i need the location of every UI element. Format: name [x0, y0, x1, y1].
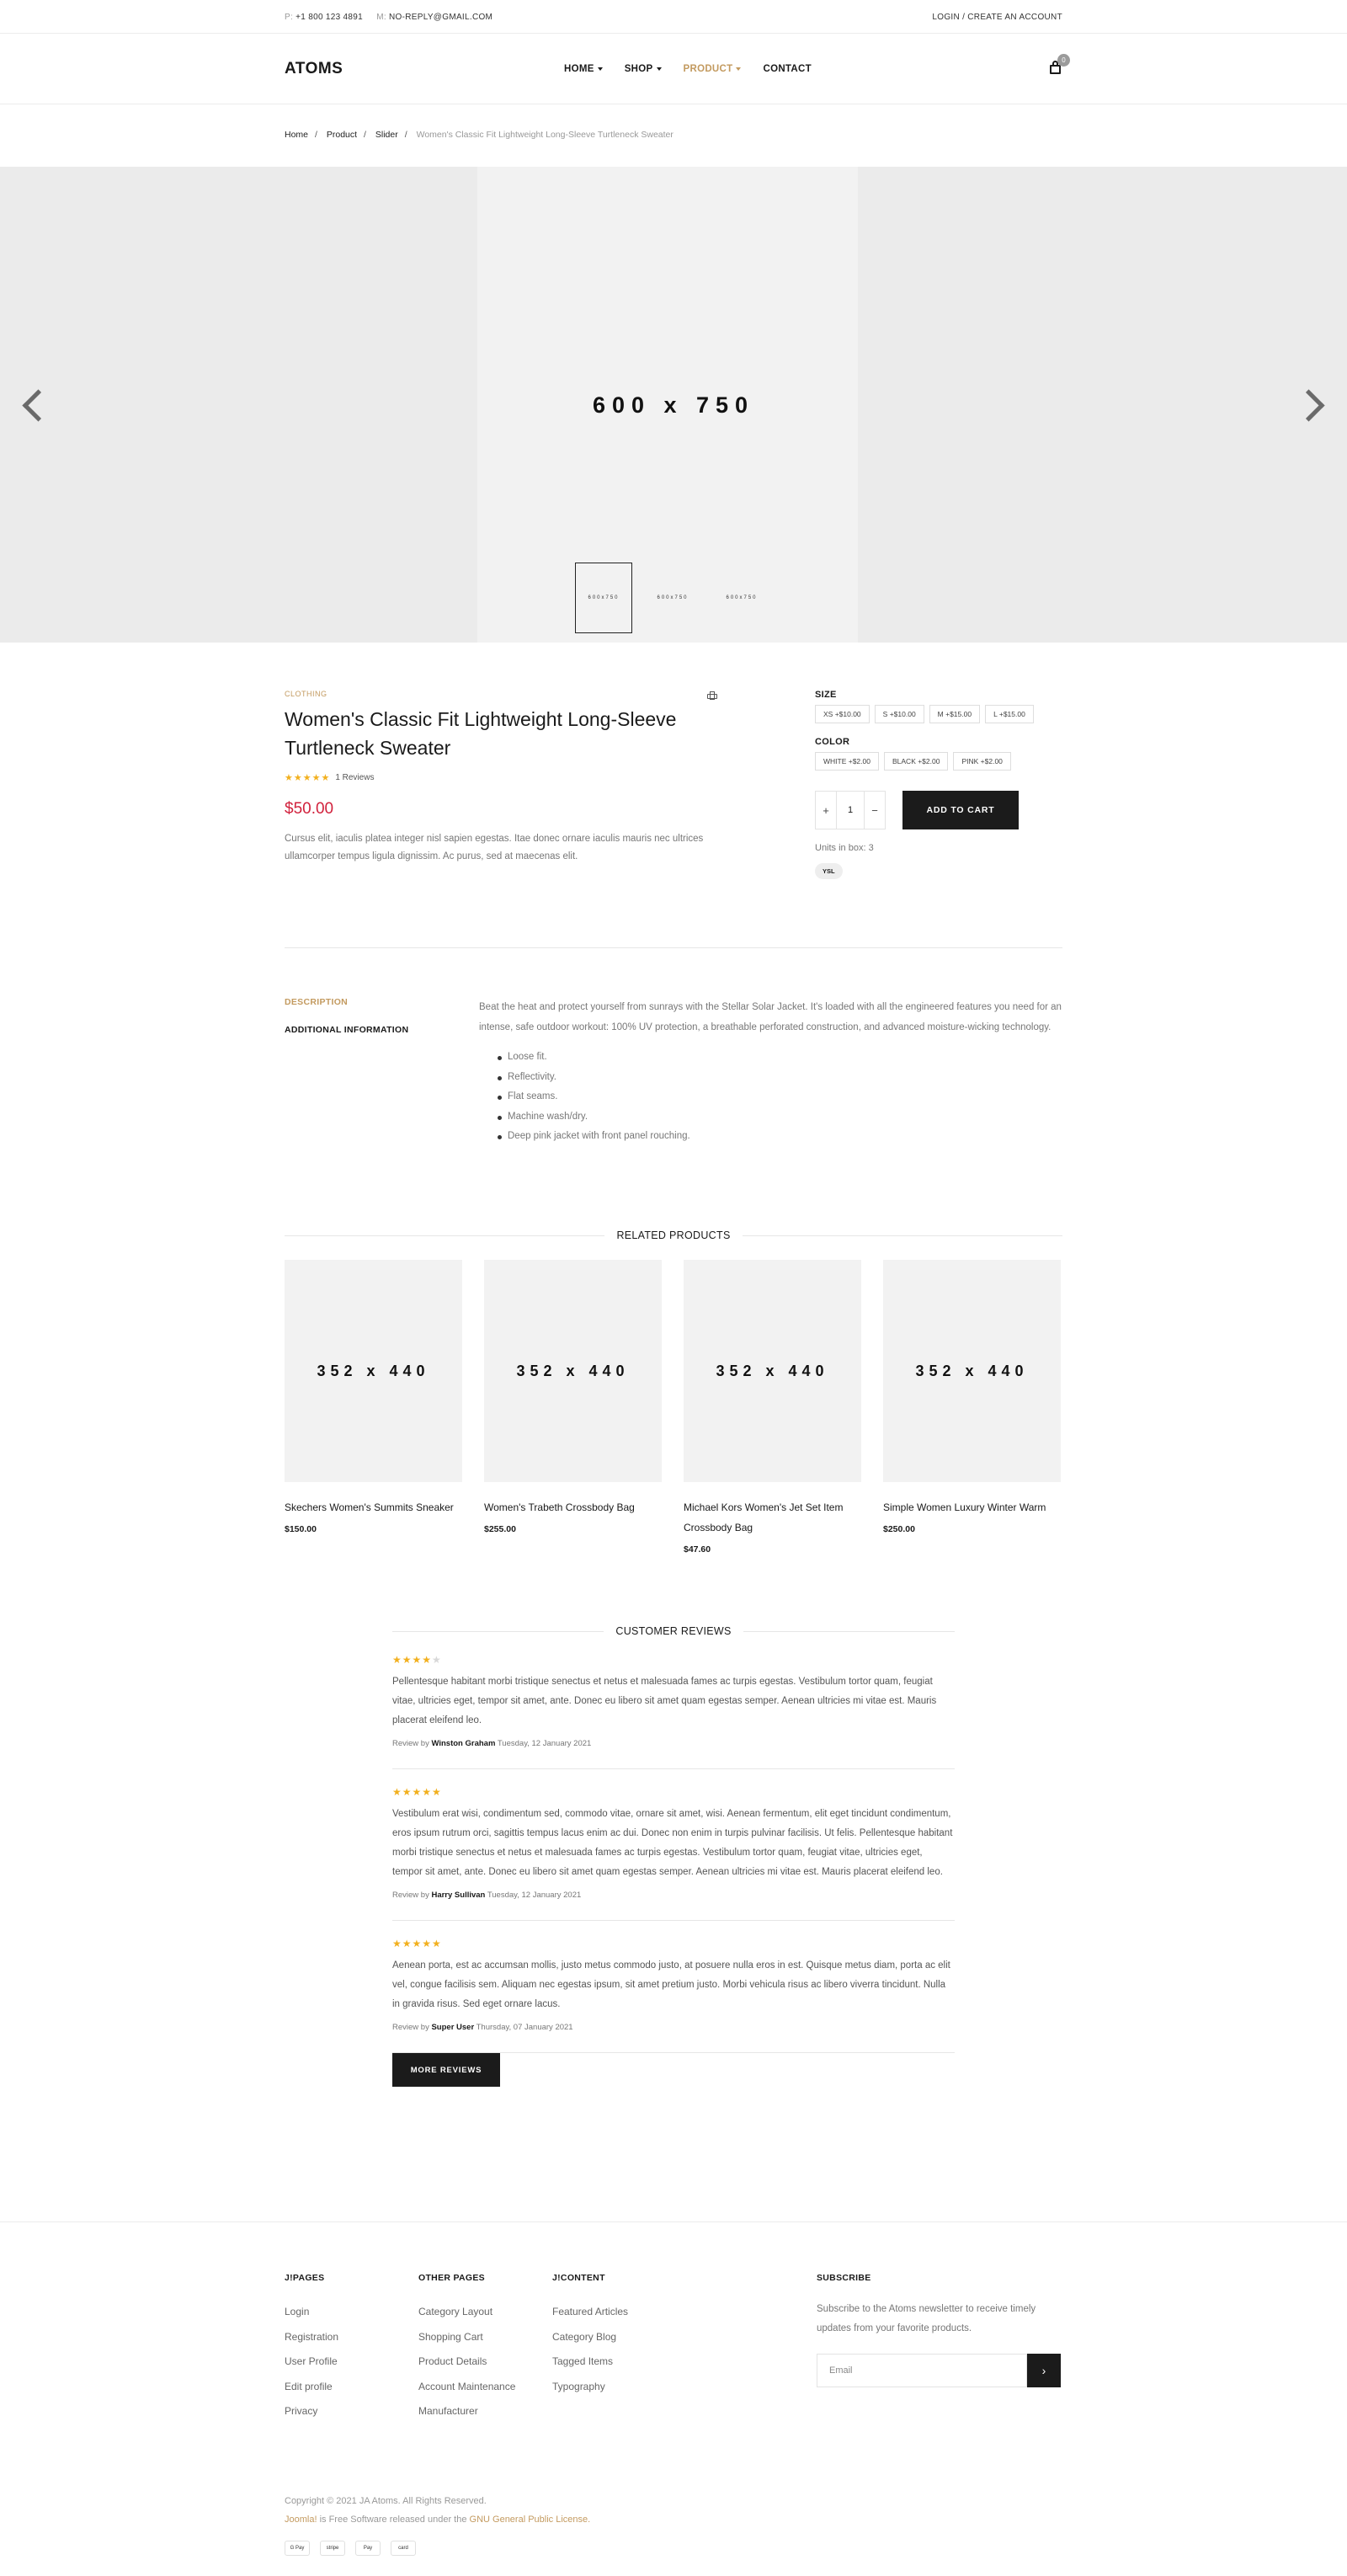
color-option-pink[interactable]: PINK +$2.00: [953, 752, 1010, 771]
review-meta: Review by Harry Sullivan Tuesday, 12 January 2021: [392, 1891, 582, 1900]
product-card-name[interactable]: Michael Kors Women's Jet Set Item Crossbody Bag: [684, 1501, 844, 1533]
tab-additional-information[interactable]: ADDITIONAL INFORMATION: [285, 1025, 409, 1035]
product-card-image[interactable]: 352 x 440: [285, 1260, 462, 1482]
review-date: Tuesday, 12 January 2021: [497, 1739, 592, 1748]
quantity-input[interactable]: 1: [836, 792, 865, 829]
review-meta: Review by Super User Thursday, 07 January 2021: [392, 2023, 573, 2032]
product-card[interactable]: [883, 1260, 1061, 1555]
product-card-image[interactable]: 352 x 440: [883, 1260, 1061, 1482]
size-options: [815, 705, 1062, 723]
quantity-increase-button[interactable]: +: [823, 803, 829, 817]
reviews-heading-label: CUSTOMER REVIEWS: [615, 1625, 732, 1637]
footer-link[interactable]: Login: [285, 2306, 310, 2317]
review-stars: ★★★★★: [392, 1786, 442, 1798]
nav-contact-label: CONTACT: [763, 64, 812, 74]
caret-down-icon: [657, 67, 662, 71]
caret-down-icon: [598, 67, 603, 71]
footer-link[interactable]: Tagged Items: [552, 2355, 614, 2367]
footer-link[interactable]: Category Blog: [552, 2330, 617, 2343]
chevron-right-icon: ›: [1041, 2364, 1046, 2377]
product-card-name[interactable]: Skechers Women's Summits Sneaker: [285, 1501, 454, 1513]
license-text: Joomla! is Free Software released under the GNU General Public License.: [285, 2515, 591, 2525]
nav-home-label: HOME: [564, 64, 594, 74]
nav-product[interactable]: [684, 64, 742, 74]
breadcrumb-home[interactable]: Home: [285, 130, 309, 140]
phone-number[interactable]: +1 800 123 4891: [295, 12, 364, 22]
color-options: [815, 752, 1062, 771]
footer-column-jpages: [285, 2273, 418, 2424]
footer-column-title: J!CONTENT: [552, 2273, 605, 2283]
print-icon[interactable]: [707, 691, 717, 701]
nav-contact[interactable]: [763, 64, 811, 74]
add-to-cart-button[interactable]: ADD TO CART: [902, 791, 1019, 829]
breadcrumb-product[interactable]: Product: [326, 130, 358, 140]
chevron-left-icon[interactable]: [20, 387, 45, 421]
color-option-black[interactable]: BLACK +$2.00: [884, 752, 948, 771]
review-item: [392, 1921, 955, 2053]
size-title: SIZE: [815, 690, 837, 700]
size-option-xs[interactable]: XS +$10.00: [815, 705, 870, 723]
review-author: Harry Sullivan: [431, 1891, 486, 1900]
review-author: Super User: [431, 2023, 475, 2032]
quantity-stepper: [815, 791, 886, 829]
copyright-bar: [0, 2492, 1347, 2556]
product-card-name[interactable]: Women's Trabeth Crossbody Bag: [484, 1501, 635, 1513]
product-card[interactable]: [684, 1260, 861, 1555]
nav-product-label: PRODUCT: [683, 64, 733, 74]
subscribe-submit-button[interactable]: [1027, 2354, 1061, 2387]
phone-label: P:: [285, 12, 294, 22]
cart-button[interactable]: [1049, 56, 1066, 76]
newsletter-subscribe: [817, 2273, 1061, 2424]
product-card-name[interactable]: Simple Women Luxury Winter Warm: [883, 1501, 1046, 1513]
review-stars: ★★★★★: [392, 1654, 442, 1666]
footer-link[interactable]: Category Layout: [418, 2306, 493, 2317]
thumbnail-2[interactable]: 600x750: [644, 563, 701, 633]
product-card-price: $150.00: [285, 1524, 317, 1534]
account-links: [932, 13, 1062, 22]
product-card-price: $250.00: [883, 1524, 915, 1534]
footer-column-title: J!PAGES: [285, 2273, 325, 2283]
feature-item: Deep pink jacket with front panel rouching.: [498, 1127, 1062, 1147]
feature-item: Machine wash/dry.: [498, 1107, 1062, 1128]
product-tabs: [0, 948, 1347, 1226]
review-text: Pellentesque habitant morbi tristique senectus et netus et malesuada fames ac turpis egestas. Vestibulum tortor quam, feugiat vitae, ultricies eget, tempor sit amet, ante. Donec eu libero sit amet quam egestas semper. Aenean ultricies mi vitae est. Mauris placerat eleifend leo.: [392, 1677, 937, 1725]
product-card-price: $47.60: [684, 1544, 711, 1555]
review-date: Thursday, 07 January 2021: [476, 2023, 573, 2032]
review-date: Tuesday, 12 January 2021: [487, 1891, 582, 1900]
related-products: [0, 1226, 1347, 1625]
subscribe-text: Subscribe to the Atoms newsletter to receive timely updates from your favorite products.: [817, 2304, 1036, 2333]
footer-link[interactable]: Manufacturer: [418, 2405, 478, 2417]
brand-tag[interactable]: YSL: [815, 863, 843, 879]
quantity-decrease-button[interactable]: −: [871, 803, 878, 817]
email-address[interactable]: NO-REPLY@GMAIL.COM: [389, 12, 493, 22]
review-item: [392, 1637, 955, 1769]
contact-info: [285, 13, 492, 22]
purchase-row: [815, 791, 1062, 829]
product-short-description: Cursus elit, iaculis platea integer nisl sapien egestas. Itae donec ornare iaculis mauris nec ultrices ullamcorper tempus ligula dignissim. Ac purus, sed at maecenas elit.: [285, 834, 704, 861]
apple-pay-icon: Pay: [355, 2541, 381, 2556]
product-card-image[interactable]: 352 x 440: [684, 1260, 861, 1482]
footer-column-title: OTHER PAGES: [418, 2273, 485, 2283]
product-card-price: $255.00: [484, 1524, 516, 1534]
product-grid: [285, 1260, 1062, 1555]
email-field[interactable]: Email: [817, 2354, 1027, 2387]
site-logo[interactable]: ATOMS: [285, 60, 343, 77]
nav-shop[interactable]: [625, 64, 662, 74]
product-summary: [0, 643, 1347, 947]
footer-link[interactable]: Edit profile: [285, 2380, 333, 2392]
copyright-text: Copyright © 2021 JA Atoms. All Rights Reserved.: [285, 2496, 487, 2506]
product-card[interactable]: [484, 1260, 662, 1555]
footer-link[interactable]: Registration: [285, 2330, 339, 2343]
footer-link[interactable]: Typography: [552, 2380, 605, 2392]
tab-content: [479, 997, 1062, 1147]
credit-card-icon: card: [391, 2541, 416, 2556]
size-option-l[interactable]: L +$15.00: [985, 705, 1034, 723]
payment-methods: [285, 2541, 1062, 2556]
thumbnail-3[interactable]: 600x750: [713, 563, 770, 633]
tab-list: [285, 997, 479, 1147]
create-account-link[interactable]: CREATE AN ACCOUNT: [967, 12, 1062, 22]
product-category[interactable]: CLOTHING: [285, 690, 327, 698]
subscribe-title: SUBSCRIBE: [817, 2273, 871, 2283]
tab-description[interactable]: DESCRIPTION: [285, 997, 349, 1007]
product-card-image[interactable]: 352 x 440: [484, 1260, 662, 1482]
footer-column-jcontent: [552, 2273, 686, 2424]
review-author: Winston Graham: [431, 1739, 496, 1748]
caret-down-icon: [736, 67, 741, 71]
cart-count-badge: 0: [1057, 54, 1070, 67]
feature-list: [498, 1048, 1062, 1147]
breadcrumb-slider[interactable]: Slider: [375, 130, 398, 140]
product-card[interactable]: [285, 1260, 462, 1555]
product-gallery: [0, 167, 1347, 643]
related-heading: [285, 1229, 1062, 1241]
review-text: Vestibulum erat wisi, condimentum sed, commodo vitae, ornare sit amet, wisi. Aenean fermentum, elit eget tincidunt condimentum, eros ipsum rutrum orci, sagittis tempus lacus enim ac dui. Donec non enim in turpis pulvinar facilisis. Ut felis. Pellentesque habitant morbi tristique senectus et netus et malesuada fames ac turpis egestas. Vestibulum tortor quam, feugiat vitae, ultricies eget, tempor sit amet, ante. Donec eu libero sit amet quam egestas semper. Aenean ultricies mi vitae est. Mauris placerat eleifend leo.: [392, 1809, 953, 1877]
product-rating: [285, 772, 711, 783]
footer-link[interactable]: User Profile: [285, 2355, 338, 2367]
account-divider: /: [962, 12, 966, 22]
site-header: [0, 34, 1347, 104]
reviews-heading: [392, 1625, 955, 1637]
breadcrumb: Home / Product / Slider / Women's Classic Fit Lightweight Long-Sleeve Turtleneck Sweater: [285, 130, 674, 140]
review-meta: Review by Winston Graham Tuesday, 12 January 2021: [392, 1739, 592, 1748]
login-link[interactable]: LOGIN: [932, 12, 960, 22]
more-reviews-button[interactable]: MORE REVIEWS: [392, 2053, 500, 2087]
review-text: Aenean porta, est ac accumsan mollis, justo metus commodo justo, at posuere nulla eros in est. Quisque metus diam, porta ac elit vel, congue facilisis sem. Aliquam nec egestas ipsum, sit amet pretium justo. Morbi vehicula risus ac libero viverra tincidunt. Nulla in gravida risus. Sed eget ornare lacus.: [392, 1960, 950, 2009]
footer-link[interactable]: Featured Articles: [552, 2306, 629, 2317]
reviews-count[interactable]: 1 Reviews: [335, 773, 375, 782]
main-image-placeholder-label: 600 x 750: [592, 392, 755, 418]
rating-stars: ★★★★★: [285, 773, 331, 783]
product-price: $50.00: [285, 800, 334, 818]
gallery-thumbnails: [575, 563, 770, 633]
subscribe-form: [817, 2354, 1061, 2387]
units-in-box: Units in box: 3: [815, 843, 874, 853]
footer-link[interactable]: Privacy: [285, 2405, 318, 2417]
main-nav: [564, 64, 812, 74]
stripe-icon: stripe: [320, 2541, 345, 2556]
nav-shop-label: SHOP: [624, 64, 653, 74]
related-heading-label: RELATED PRODUCTS: [616, 1229, 731, 1241]
product-title: Women's Classic Fit Lightweight Long-Sleeve Turtleneck Sweater: [285, 708, 677, 759]
color-title: COLOR: [815, 737, 850, 747]
description-text: Beat the heat and protect yourself from sunrays with the Stellar Solar Jacket. It's loaded with all the engineered features you need for an intense, safe outdoor workout: 100% UV protection, a breathable perforated construction, and advanced moisture-wicking technology.: [479, 1002, 1062, 1032]
gpl-license-link[interactable]: GNU General Public License.: [469, 2515, 591, 2525]
joomla-link[interactable]: Joomla!: [285, 2515, 317, 2525]
size-option-m[interactable]: M +$15.00: [929, 705, 980, 723]
footer-link[interactable]: Shopping Cart: [418, 2330, 483, 2343]
size-option-s[interactable]: S +$10.00: [875, 705, 924, 723]
footer-column-other-pages: [418, 2273, 552, 2424]
feature-item: Reflectivity.: [498, 1068, 1062, 1088]
review-item: [392, 1769, 955, 1921]
top-bar: [0, 0, 1347, 34]
feature-item: Loose fit.: [498, 1048, 1062, 1068]
footer-link[interactable]: Account Maintenance: [418, 2380, 516, 2392]
breadcrumb-current: Women's Classic Fit Lightweight Long-Sleeve Turtleneck Sweater: [416, 130, 674, 140]
thumbnail-1[interactable]: 600x750: [575, 563, 632, 633]
footer-link[interactable]: Product Details: [418, 2355, 487, 2367]
feature-item: Flat seams.: [498, 1087, 1062, 1107]
review-stars: ★★★★★: [392, 1938, 442, 1949]
chevron-right-icon[interactable]: [1302, 387, 1327, 421]
nav-home[interactable]: [564, 64, 603, 74]
mail-label: M:: [376, 12, 386, 22]
customer-reviews: [0, 1625, 1347, 2221]
google-pay-icon: G Pay: [285, 2541, 310, 2556]
color-option-white[interactable]: WHITE +$2.00: [815, 752, 879, 771]
